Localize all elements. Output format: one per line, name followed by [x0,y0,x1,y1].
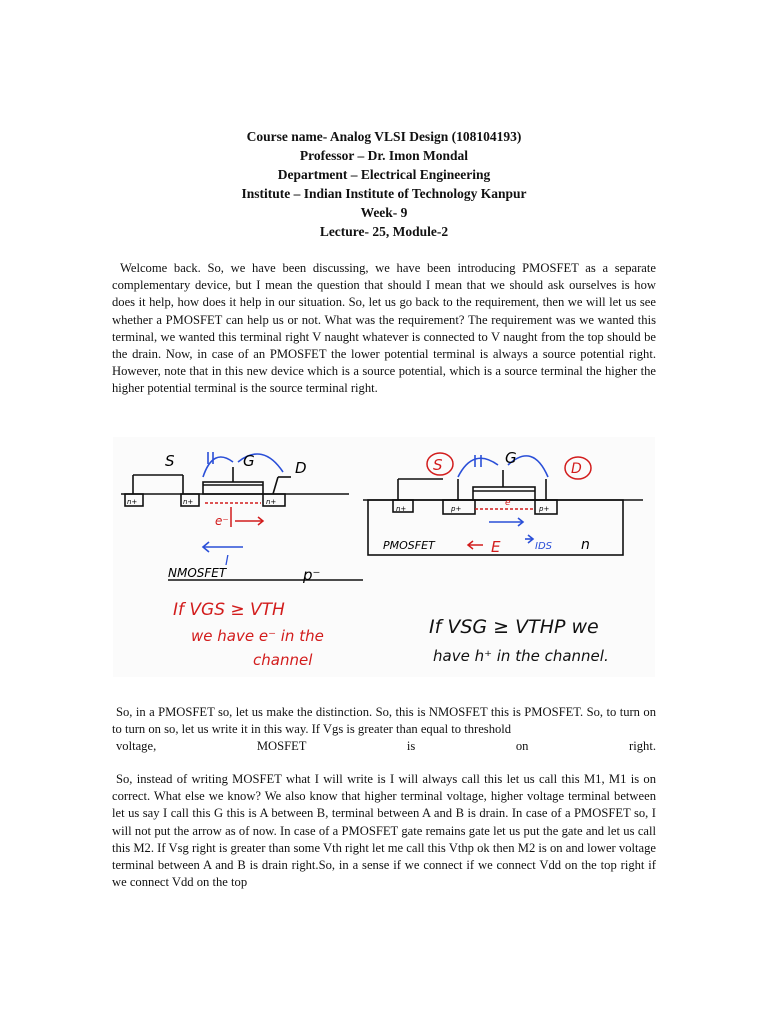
nmos-nplus-2: n+ [183,498,194,506]
professor-name: Professor – Dr. Imon Mondal [299,148,469,163]
institute-name: Institute – Indian Institute of Technology Kanpur [241,186,527,201]
nmos-nplus-1: n+ [127,498,138,506]
pmos-gate-label: G [505,449,517,467]
pmos-condition-line-1: If VSG ≥ VTHP we [429,616,599,638]
paragraph-distinction [112,704,656,756]
department-name: Department – Electrical Engineering [277,167,491,182]
course-name: Course name- Analog VLSI Design (108104193) [246,129,522,144]
pmos-ids-label: IDS [535,541,552,552]
nmos-current-label: I [225,554,229,569]
paragraph-distinction-text: So, in a PMOSFET so, let us make the distinction. So, this is NMOSFET this is PMOSFET. So, to turn on to turn on so, let us write it in this way. If Vgs is greater than equal to threshold [112,705,656,737]
paragraph-intro: Welcome back. So, we have been discussing, we have been introducing PMOSFET as a separate complementary device, but I mean the question that should I mean that we should ask ourselves is how does it help, how does it help in our situation. So, let us go back to the requirement, then we will let us see whether a PMOSFET can help us or not. What was the requirement? The requirement was we wanted this terminal, we wanted this terminal right V naught whatever is connected to V naught from the top should be the drain. Now, in case of an PMOSFET the lower potential terminal is always a source potential right. However, note that in this new device which is a source potential, which is a source terminal the higher the higher potential terminal is the source terminal right. [112,261,656,396]
pmos-drain-label: D [571,461,582,477]
paragraph-m1-m2: So, instead of writing MOSFET what I will write is I will always call this let us call this M1, M1 is on correct. What else we know? We also know that higher terminal voltage, higher voltage terminal between let us say I call this G this is A between B, terminal between A and B is drain. In case of a PMOSFET so, I will not put the arrow as of now. In case of a PMOSFET gate remains gate let us put the gate and let us call this M2. If Vsg right is greater than some Vth right let me call this Vthp ok then M2 is on and lower voltage terminal between A and B is drain right.So, in a sense if we connect if we connect Vdd on the top right if we connect Vdd on the top [112,772,656,890]
p-minus-label: p⁻ [303,566,321,584]
document-header [0,127,768,241]
pmos-pplus-1: p+ [451,505,462,513]
nmos-gate-label: G [243,452,255,470]
nmosfet-label: NMOSFET [168,566,227,580]
paragraph-distinction-last-line: voltage, MOSFET is on right. [116,739,656,754]
lecture-number: Lecture- 25, Module-2 [319,224,449,239]
nmos-condition-line-2: we have e⁻ in the [191,627,324,645]
nmos-drain-label: D [295,459,307,477]
week-number: Week- 9 [360,205,408,220]
nmos-device-sketch [121,467,349,506]
mosfet-sketch [113,437,655,677]
nmos-condition-line-1: If VGS ≥ VTH [173,600,285,620]
pmos-pplus-2: p+ [539,505,550,513]
nmos-condition-line-3: channel [253,651,313,669]
nmos-source-label: S [165,452,175,470]
handwritten-mosfet-figure [113,437,655,677]
pmos-field-label: E [491,538,501,556]
pmos-n-label: n [581,537,590,553]
nmos-electron-label: e⁻ [215,514,229,528]
pmos-hole-label: e [505,498,511,508]
pmos-condition-line-2: have h⁺ in the channel. [433,647,609,665]
pmos-device-label: PMOSFET [383,539,435,552]
pmos-source-label: S [433,456,443,474]
pmos-nplus: n+ [396,505,407,513]
nmos-nplus-3: n+ [266,498,277,506]
